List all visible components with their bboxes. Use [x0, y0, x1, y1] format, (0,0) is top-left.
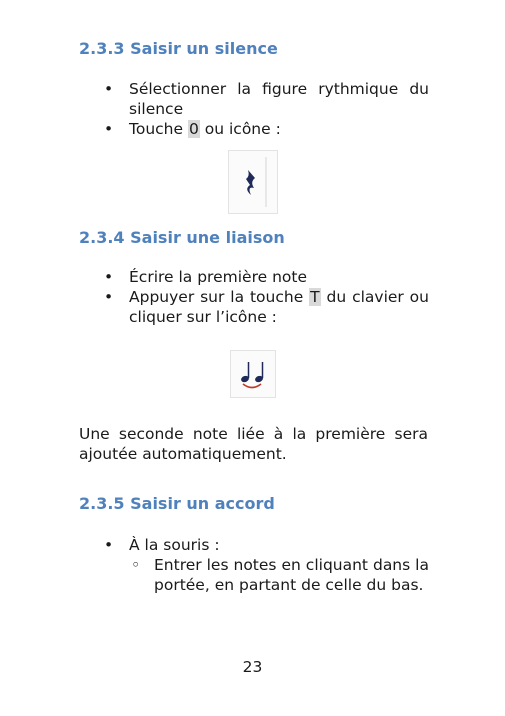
- list-item: • Écrire la première note: [104, 267, 429, 287]
- sub-bullet-list: [129, 555, 429, 595]
- key-0: 0: [188, 120, 199, 138]
- list-item: • Sélectionner la figure rythmique du silence: [104, 79, 429, 119]
- paragraph-tie-note: Une seconde note liée à la première sera ajoutée automatiquement.: [79, 425, 428, 463]
- section-title-2-3-3: 2.3.3 Saisir un silence: [79, 39, 278, 58]
- list-item: • À la souris : ◦ Entrer les notes en cliquant dans la portée, en partant de celle du bas.: [104, 535, 429, 595]
- section-title-2-3-4: 2.3.4 Saisir une liaison: [79, 228, 285, 247]
- bullet-list-accord: [104, 535, 429, 595]
- sub-list-item: ◦ Entrer les notes en cliquant dans la portée, en partant de celle du bas.: [129, 555, 429, 595]
- list-item: • Touche 0 ou icône :: [104, 119, 429, 139]
- page-number: 23: [242, 658, 263, 676]
- bullet-list-liaison: [104, 267, 429, 327]
- quarter-rest-icon: [228, 150, 278, 214]
- key-t: T: [310, 288, 320, 306]
- section-title-2-3-5: 2.3.5 Saisir un accord: [79, 494, 275, 513]
- list-item: • Appuyer sur la touche T du clavier ou cliquer sur l’icône :: [104, 287, 429, 327]
- tie-icon: [230, 350, 276, 398]
- bullet-list-silence: [104, 79, 429, 139]
